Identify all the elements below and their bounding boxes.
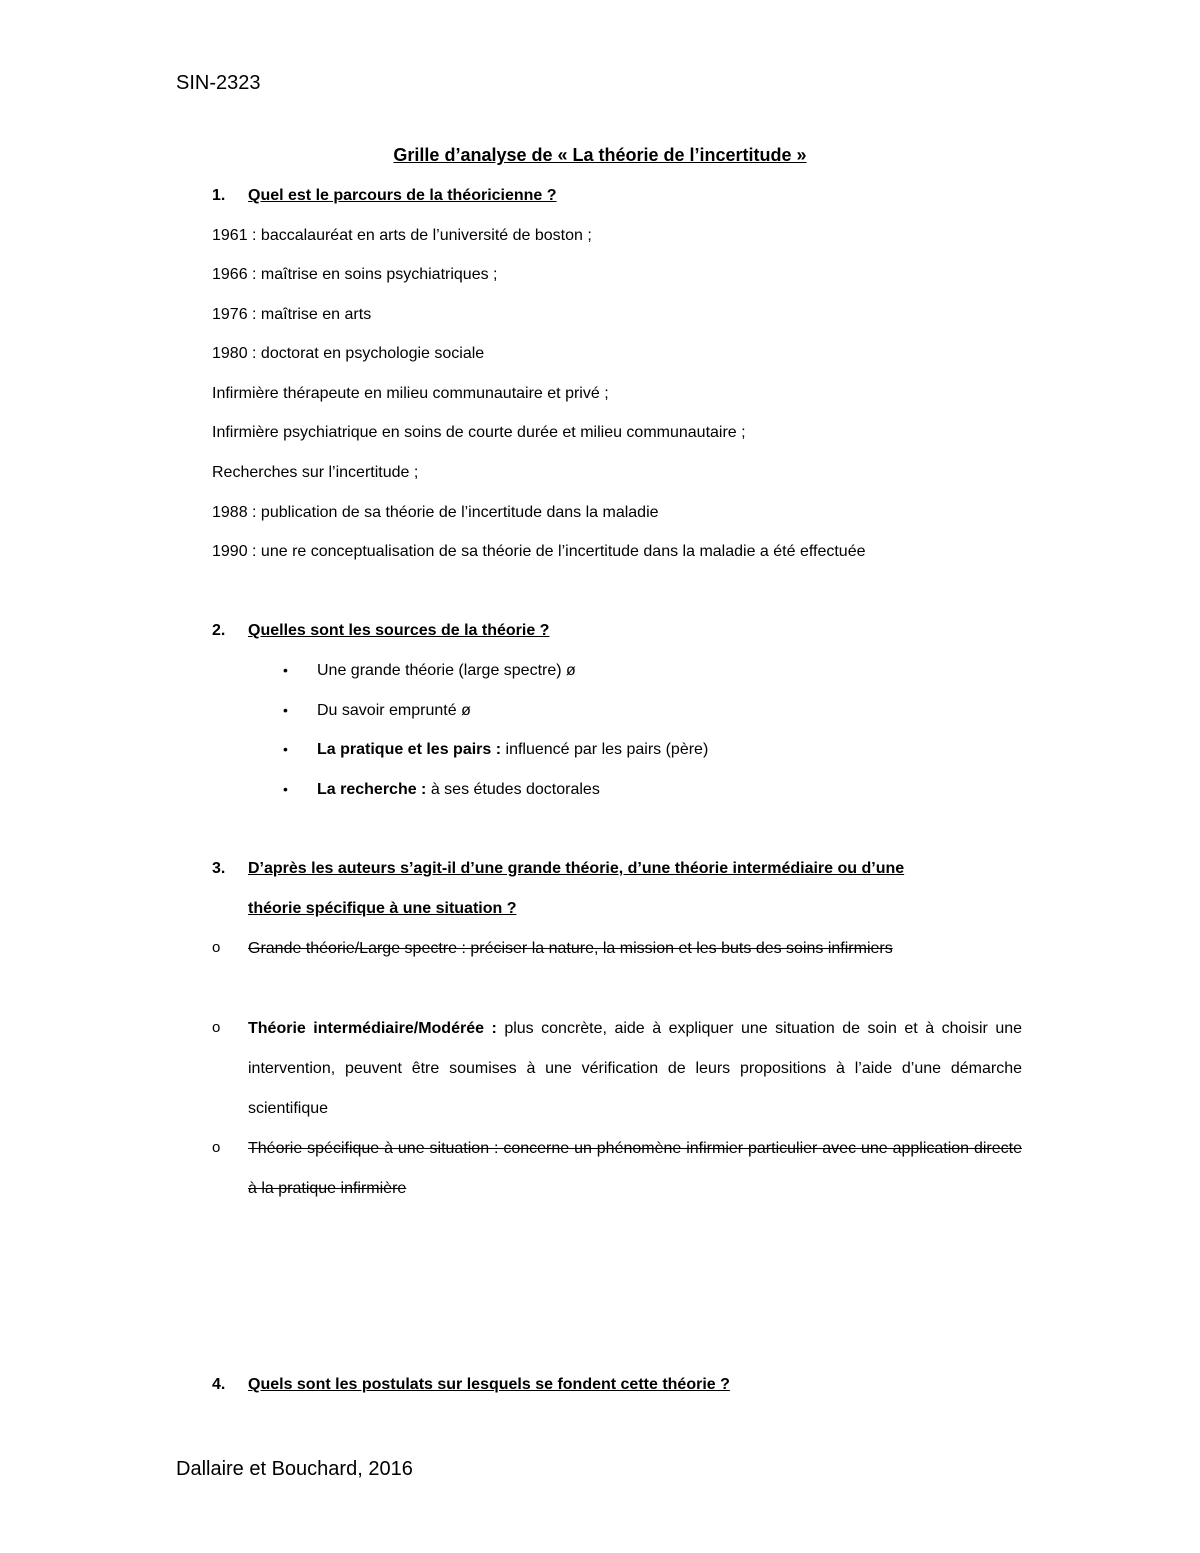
question-1-number: 1. [212,187,226,204]
option-text: Grande théorie/Large spectre : préciser la nature, la mission et les buts des soins infirmiers [248,940,893,957]
source-bullet-3 [283,741,708,759]
career-line-8: 1988 : publication de sa théorie de l’incertitude dans la maladie [212,504,659,521]
option-marker-1: o [212,939,221,956]
question-4-text: Quels sont les postulats sur lesquels se fondent cette théorie ? [248,1376,730,1393]
bullet-icon: • [283,702,288,718]
career-line-1: 1961 : baccalauréat en arts de l’université de boston ; [212,227,592,244]
question-4-number: 4. [212,1376,226,1393]
question-3-text-line-2: théorie spécifique à une situation ? [248,900,517,917]
option-text: plus concrète, aide à expliquer une situation de soin et à choisir une intervention, peuvent être soumises à une vérification de leurs propositions à l’aide d’une démarche scientifique [248,1020,1023,1117]
bullet-text: Du savoir emprunté ø [317,702,471,719]
bullet-bold-label: La recherche : [317,781,427,798]
bullet-text: influencé par les pairs (père) [501,741,709,758]
question-2-number: 2. [212,622,226,639]
bullet-bold-label: La pratique et les pairs : [317,741,502,758]
question-1 [212,187,557,205]
option-text: Théorie spécifique à une situation : concerne un phénomène infirmier particulier avec une application directe à la pratique infirmière [248,1140,1022,1197]
career-line-2: 1966 : maîtrise en soins psychiatriques ; [212,266,498,283]
career-line-6: Infirmière psychiatrique en soins de courte durée et milieu communautaire ; [212,424,746,441]
question-3-text-line-1: D’après les auteurs s’agit-il d’une grande théorie, d’une théorie intermédiaire ou d’une [248,860,905,877]
question-4 [212,1376,730,1394]
question-3-number: 3. [212,860,226,877]
question-1-text: Quel est le parcours de la théoricienne ? [248,187,557,204]
career-line-5: Infirmière thérapeute en milieu communautaire et privé ; [212,385,609,402]
question-2-text: Quelles sont les sources de la théorie ? [248,622,550,639]
course-code: SIN-2323 [176,72,261,94]
footer-credit: Dallaire et Bouchard, 2016 [176,1458,413,1480]
question-3 [212,860,905,917]
option-situation-specific-theory [248,1129,1022,1209]
source-bullet-1 [283,662,576,680]
career-line-7: Recherches sur l’incertitude ; [212,464,419,481]
career-line-4: 1980 : doctorat en psychologie sociale [212,345,485,362]
option-intermediate-theory [248,1009,1022,1129]
question-2 [212,622,549,640]
source-bullet-2 [283,702,471,720]
option-grand-theory [248,929,1022,969]
bullet-icon: • [283,741,288,757]
career-line-9: 1990 : une re conceptualisation de sa théorie de l’incertitude dans la maladie a été effectuée [212,543,866,560]
option-marker-3: o [212,1139,221,1156]
bullet-text: à ses études doctorales [426,781,600,798]
option-marker-2: o [212,1019,221,1036]
bullet-icon: • [283,662,288,678]
bullet-icon: • [283,781,288,797]
document-title: Grille d’analyse de « La théorie de l’incertitude » [393,145,807,165]
career-line-3: 1976 : maîtrise en arts [212,306,372,323]
source-bullet-4 [283,781,600,799]
bullet-text: Une grande théorie (large spectre) ø [317,662,576,679]
option-bold-label: Théorie intermédiaire/Modérée : [248,1020,497,1037]
